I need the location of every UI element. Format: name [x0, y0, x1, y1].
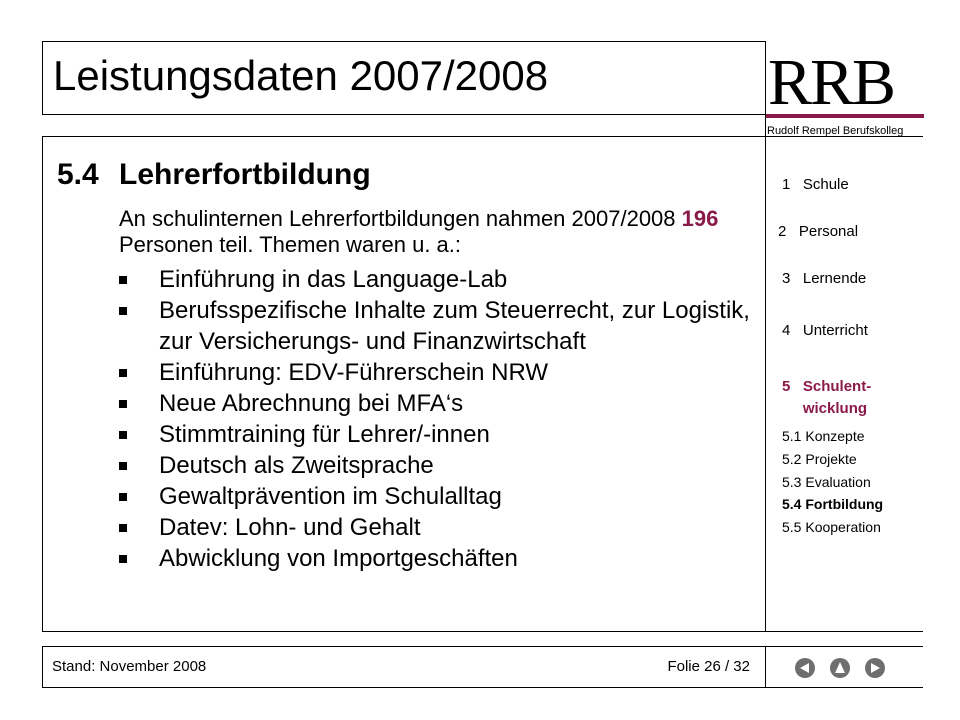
title-bar	[42, 41, 766, 115]
slide-counter: Folie 26 / 32	[667, 658, 750, 675]
sidebar-item-personal[interactable]: 2 Personal	[778, 223, 859, 240]
list-item: Einführung in das Language-Lab	[119, 264, 759, 295]
bullet-icon	[119, 555, 127, 563]
list-item: Stimmtraining für Lehrer/-innen	[119, 419, 759, 450]
sidebar-subitem-kooperation[interactable]: 5.5 Kooperation	[782, 519, 881, 535]
list-item: Einführung: EDV-Führerschein NRW	[119, 357, 759, 388]
list-item: Berufsspezifische Inhalte zum Steuerrecht, zur Logistik, zur Versicherungs- und Finanzwirtschaft	[119, 295, 759, 357]
bullet-icon	[119, 276, 127, 284]
list-item: Deutsch als Zweitsprache	[119, 450, 759, 481]
bullet-icon	[119, 524, 127, 532]
sidebar-subitem-fortbildung[interactable]: 5.4 Fortbildung	[782, 496, 884, 512]
sidebar-item-lernende[interactable]: 3 Lernende	[782, 270, 867, 287]
sidebar-item-schulentwicklung[interactable]: 5 Schulent- wicklung	[782, 378, 872, 417]
previous-icon[interactable]	[794, 657, 816, 679]
section-number: 5.4	[57, 158, 99, 191]
stand-date: Stand: November 2008	[52, 658, 207, 675]
home-icon[interactable]	[829, 657, 851, 679]
logo-name: Rudolf Rempel Berufskolleg	[767, 125, 904, 137]
topic-list	[119, 264, 759, 574]
list-item: Neue Abrechnung bei MFA‘s	[119, 388, 759, 419]
page-title: Leistungsdaten 2007/2008	[53, 52, 549, 99]
sidebar-item-unterricht[interactable]: 4 Unterricht	[782, 322, 868, 339]
sidebar-subitem-konzepte[interactable]: 5.1 Konzepte	[782, 428, 865, 444]
sidebar-subitem-projekte[interactable]: 5.2 Projekte	[782, 451, 857, 467]
bullet-icon	[119, 400, 127, 408]
bullet-icon	[119, 369, 127, 377]
sidebar-subitem-evaluation[interactable]: 5.3 Evaluation	[782, 474, 871, 490]
bullet-icon	[119, 431, 127, 439]
logo-letters: RRB	[768, 46, 895, 119]
participant-count: 196	[681, 206, 719, 231]
bullet-icon	[119, 493, 127, 501]
sidebar-item-schule[interactable]: 1 Schule	[782, 176, 849, 193]
list-item: Datev: Lohn- und Gehalt	[119, 512, 759, 543]
list-item: Gewaltprävention im Schulalltag	[119, 481, 759, 512]
rrb-logo	[766, 42, 924, 146]
intro-text: An schulinternen Lehrerfortbildungen nahmen 2007/2008 196 Personen teil. Themen waren u. a.:	[119, 206, 719, 257]
bullet-icon	[119, 307, 127, 315]
next-icon[interactable]	[864, 657, 886, 679]
section-title: Lehrerfortbildung	[119, 158, 371, 191]
bullet-icon	[119, 462, 127, 470]
list-item: Abwicklung von Importgeschäften	[119, 543, 759, 574]
